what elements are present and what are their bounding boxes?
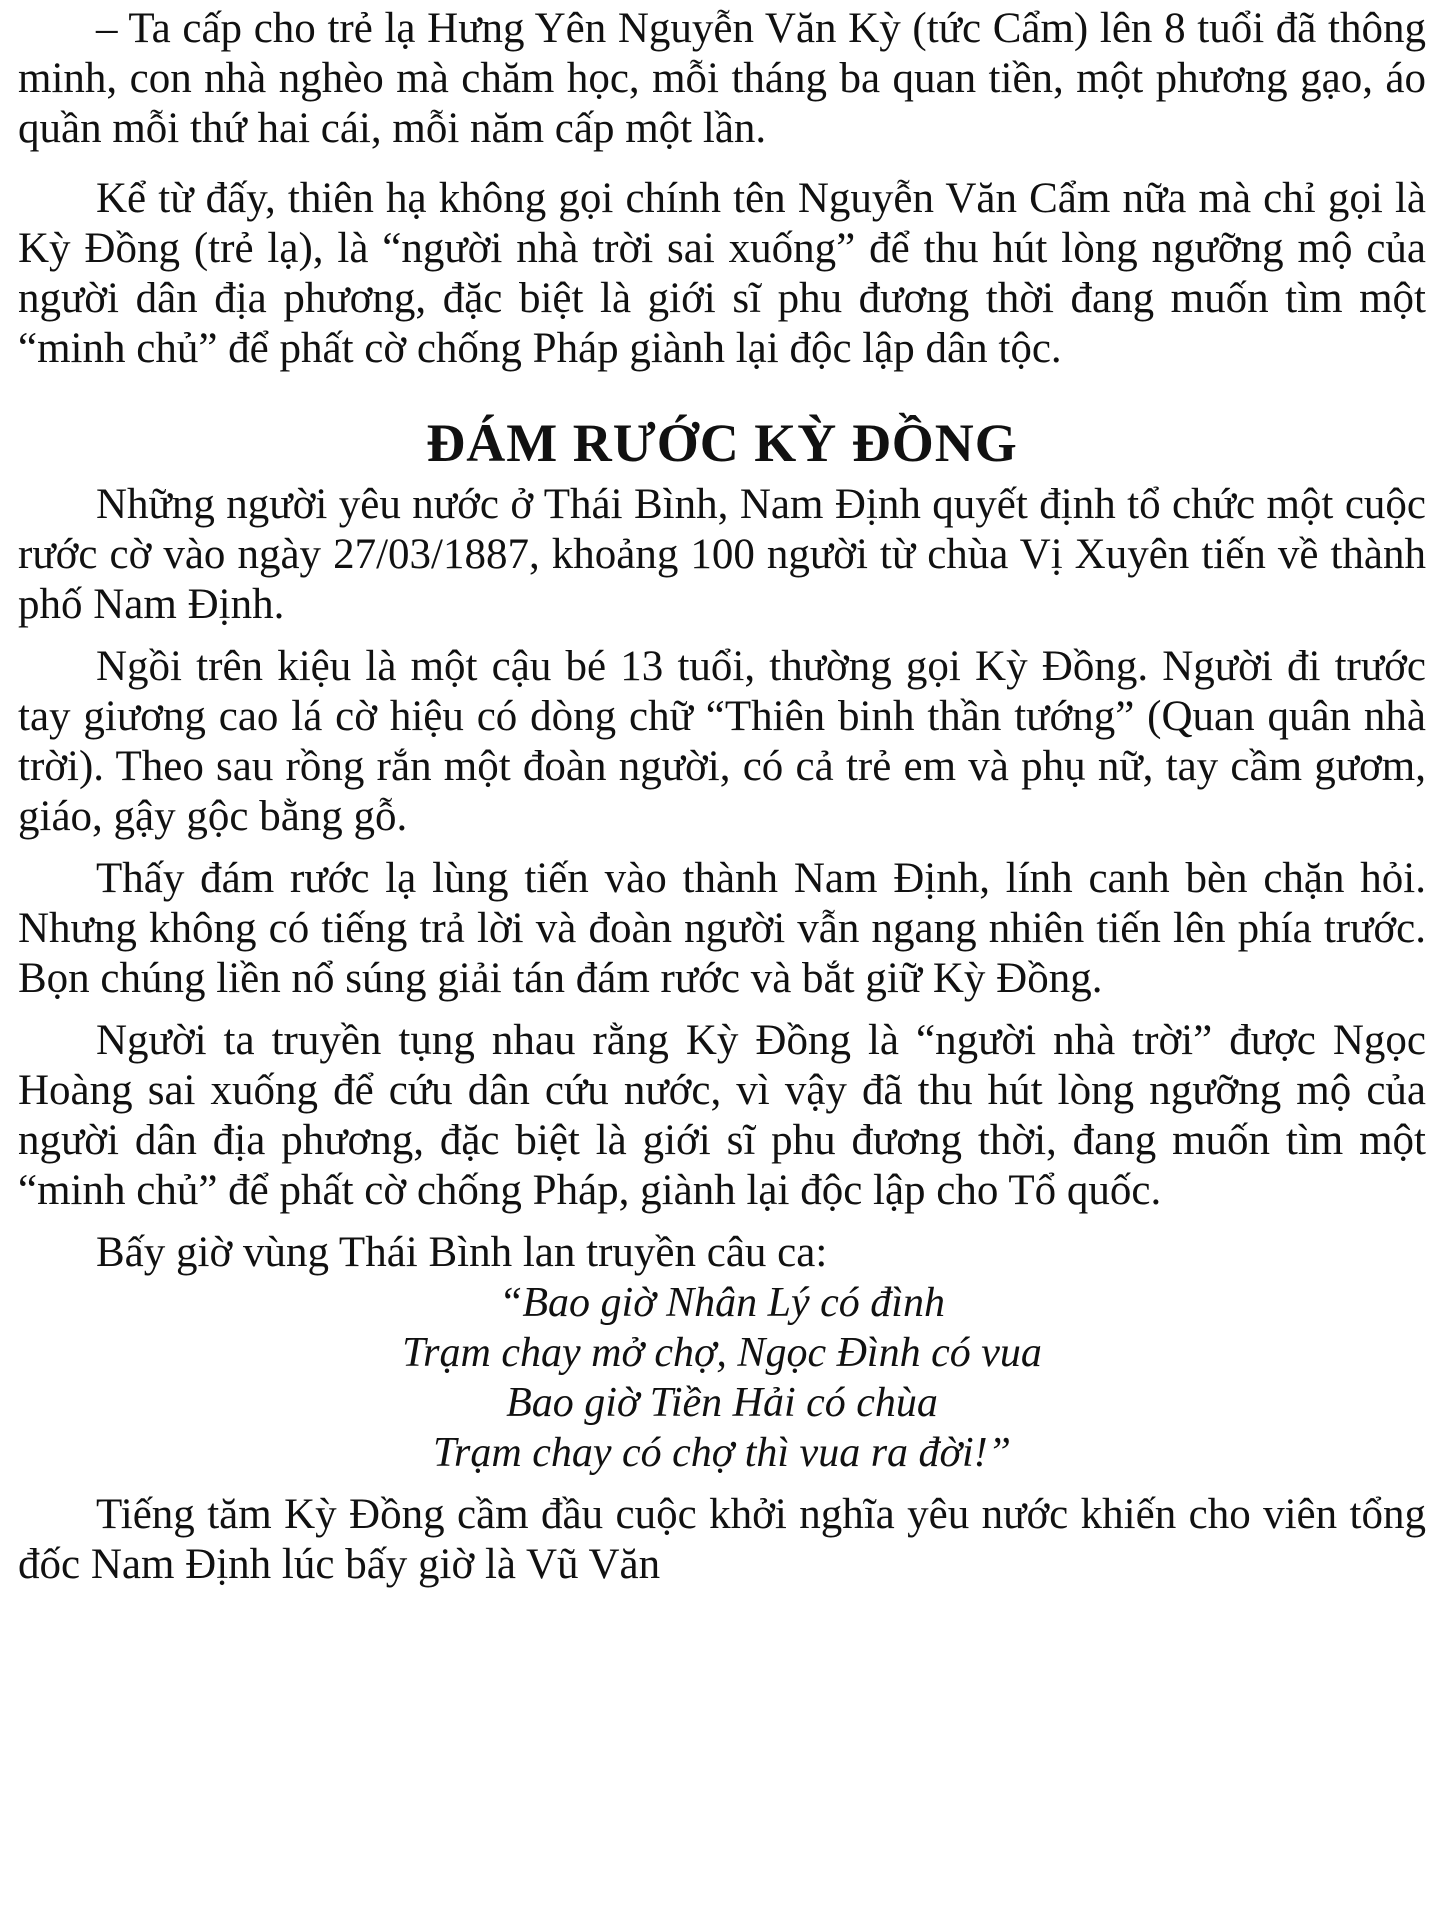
verse-line: Bao giờ Tiền Hải có chùa — [506, 1380, 938, 1426]
paragraph-palanquin: Ngồi trên kiệu là một cậu bé 13 tuổi, thường gọi Kỳ Đồng. Người đi trước tay giương cao lá cờ hiệu có dòng chữ “Thiên binh thần tướng” (Quan quân nhà trời). Theo sau rồng rắn một đoàn người, có cả trẻ em và phụ nữ, tay cầm gươm, giáo, gậy gộc bằng gỗ. — [18, 643, 1426, 840]
verse-line: Trạm chay có chợ thì vua ra đời!” — [433, 1430, 1011, 1476]
paragraph-guards: Thấy đám rước lạ lùng tiến vào thành Nam Định, lính canh bèn chặn hỏi. Nhưng không có tiếng trả lời và đoàn người vẫn ngang nhiên tiến lên phía trước. Bọn chúng liền nổ súng giải tán đám rước và bắt giữ Kỳ Đồng. — [18, 855, 1426, 1002]
paragraph-folk-song-intro: Bấy giờ vùng Thái Bình lan truyền câu ca: — [96, 1229, 828, 1276]
paragraph-procession-plan: Những người yêu nước ở Thái Bình, Nam Định quyết định tổ chức một cuộc rước cờ vào ngày 27/03/1887, khoảng 100 người từ chùa Vị Xuyên tiến về thành phố Nam Định. — [18, 481, 1426, 628]
section-heading: ĐÁM RƯỚC KỲ ĐỒNG — [426, 413, 1018, 473]
folk-verse — [18, 1278, 1426, 1478]
paragraph-governor: Tiếng tăm Kỳ Đồng cầm đầu cuộc khởi nghĩa yêu nước khiến cho viên tổng đốc Nam Định lúc bấy giờ là Vũ Văn — [18, 1491, 1426, 1588]
verse-line: Trạm chay mở chợ, Ngọc Đình có vua — [402, 1330, 1042, 1376]
book-page — [18, 4, 1426, 1914]
paragraph-stipend-decree: – Ta cấp cho trẻ lạ Hưng Yên Nguyễn Văn Kỳ (tức Cẩm) lên 8 tuổi đã thông minh, con nhà nghèo mà chăm học, mỗi tháng ba quan tiền, một phương gạo, áo quần mỗi thứ hai cái, mỗi năm cấp một lần. — [18, 5, 1426, 152]
verse-line: “Bao giờ Nhân Lý có đình — [499, 1280, 945, 1326]
paragraph-legend: Người ta truyền tụng nhau rằng Kỳ Đồng là “người nhà trời” được Ngọc Hoàng sai xuống để cứu dân cứu nước, vì vậy đã thu hút lòng ngưỡng mộ của người dân địa phương, đặc biệt là giới sĩ phu đương thời, đang muốn tìm một “minh chủ” để phất cờ chống Pháp, giành lại độc lập cho Tổ quốc. — [18, 1017, 1426, 1214]
paragraph-ky-dong-name: Kể từ đấy, thiên hạ không gọi chính tên Nguyễn Văn Cẩm nữa mà chỉ gọi là Kỳ Đồng (trẻ lạ), là “người nhà trời sai xuống” để thu hút lòng ngưỡng mộ của người dân địa phương, đặc biệt là giới sĩ phu đương thời đang muốn tìm một “minh chủ” để phất cờ chống Pháp giành lại độc lập dân tộc. — [18, 175, 1426, 372]
